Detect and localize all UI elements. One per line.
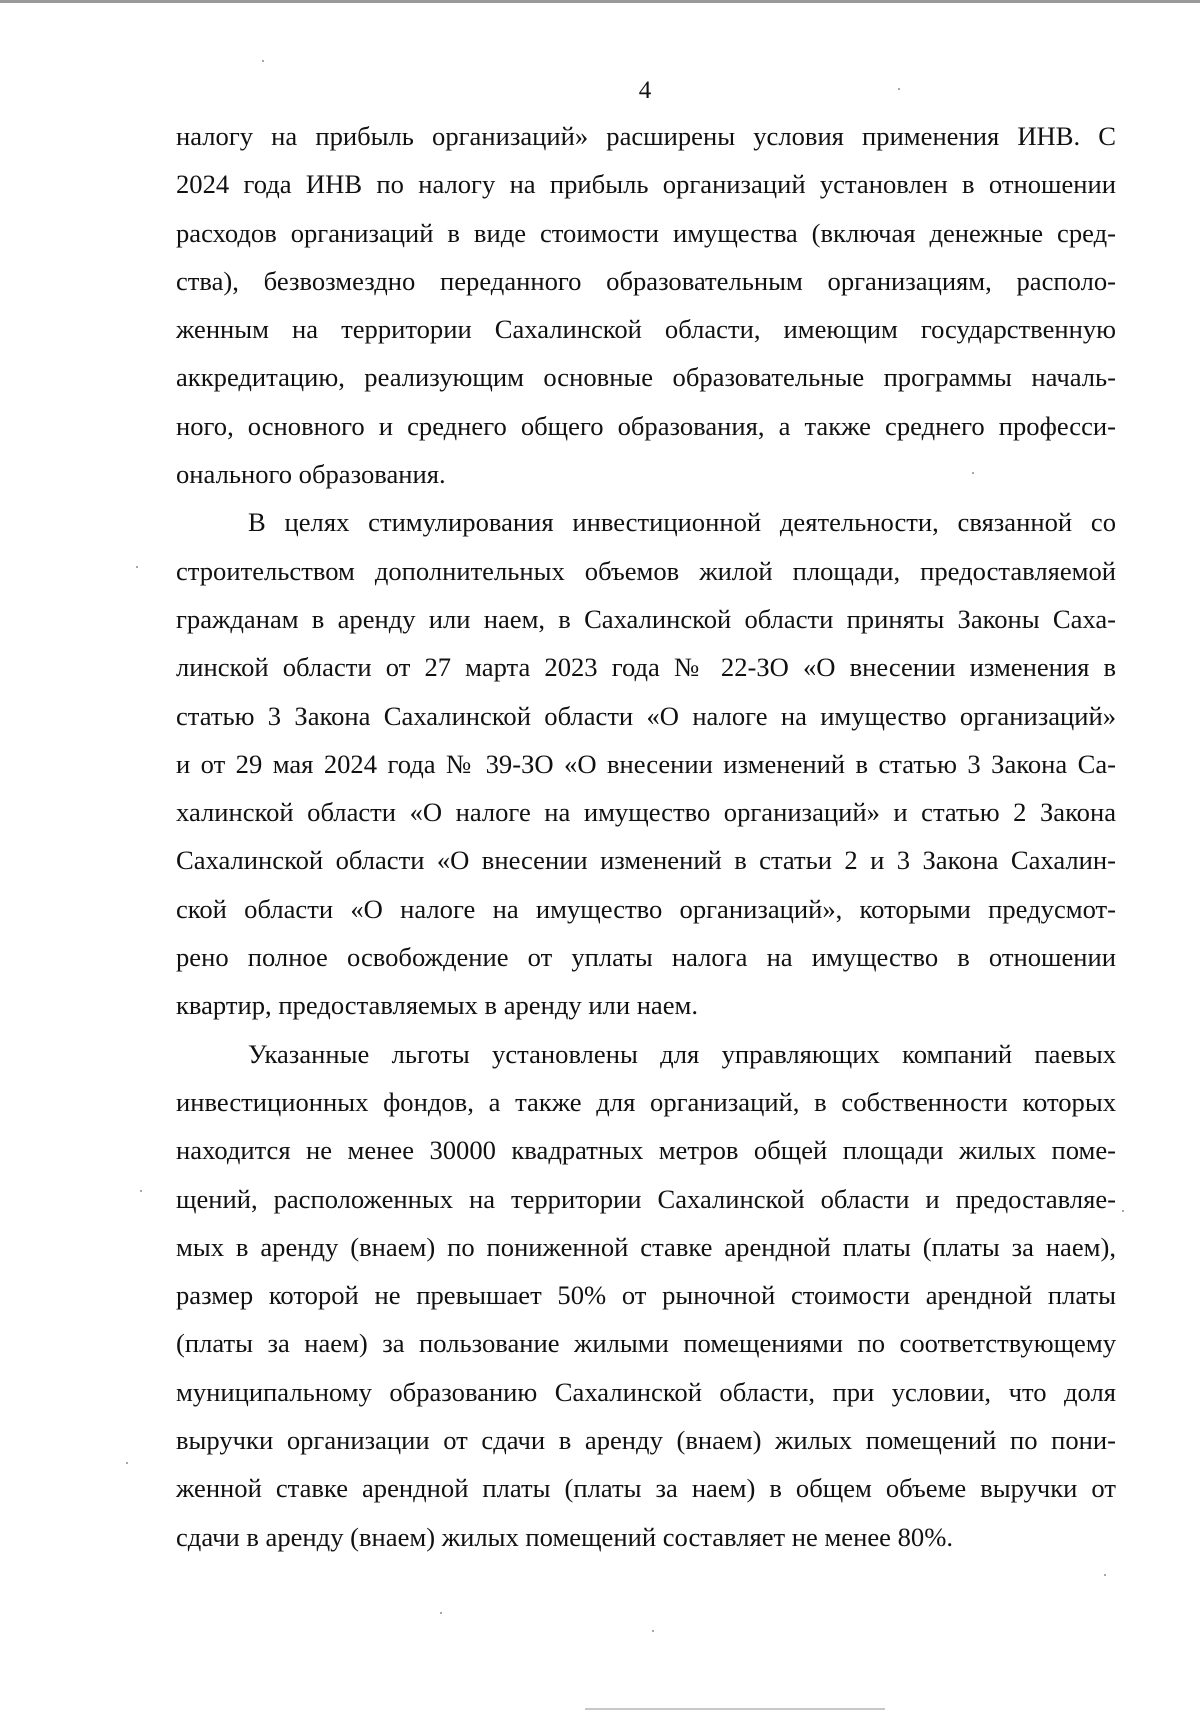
scan-speck [440,1612,442,1614]
text-line: размер которой не превышает 50% от рыночной стоимости арендной платы [176,1280,1116,1311]
text-line: сдачи в аренду (внаем) жилых помещений составляет не менее 80%. [176,1521,953,1552]
scan-speck [1104,1574,1106,1576]
scan-edge-bottom [585,1708,885,1710]
text-line: Сахалинской области «О внесении изменений в статьи 2 и 3 Закона Сахалин- [176,845,1116,876]
text-line: (платы за наем) за пользование жилыми помещениями по соответствующему [176,1328,1116,1359]
text-line: В целях стимулирования инвестиционной деятельности, связанной со [248,507,1116,538]
text-line: ства), безвозмездно переданного образовательным организациям, располо- [176,265,1116,296]
scan-edge-top [0,0,1200,3]
scan-speck [140,1190,142,1192]
text-line: рено полное освобождение от уплаты налога на имущество в отношении [176,942,1116,973]
text-line: аккредитацию, реализующим основные образовательные программы началь- [176,362,1116,393]
text-line: статью 3 Закона Сахалинской области «О налоге на имущество организаций» [176,700,1116,731]
paragraph-1 [176,112,1116,498]
text-line: женной ставке арендной платы (платы за наем) в общем объеме выручки от [176,1473,1116,1504]
text-line: квартир, предоставляемых в аренду или наем. [176,990,699,1021]
text-line: ного, основного и среднего общего образования, а также среднего професси- [176,410,1116,441]
text-line: женным на территории Сахалинской области, имеющим государственную [176,314,1116,345]
text-line: расходов организаций в виде стоимости имущества (включая денежные сред- [176,217,1116,248]
text-line: мых в аренду (внаем) по пониженной ставке арендной платы (платы за наем), [176,1231,1116,1262]
page-number: 4 [638,77,652,104]
text-line: гражданам в аренду или наем, в Сахалинской области приняты Законы Саха- [176,603,1116,634]
scan-speck [262,60,264,62]
scan-speck [898,88,900,90]
text-line: онального образования. [176,459,446,490]
document-body [176,112,1116,1561]
scan-speck [1122,1210,1124,1212]
scan-speck [126,1462,128,1464]
text-line: Указанные льготы установлены для управляющих компаний паевых [248,1038,1116,1069]
text-line: и от 29 мая 2024 года № 39-ЗО «О внесении изменений в статью 3 Закона Са- [176,748,1116,779]
paragraph-3 [176,1030,1116,1561]
text-line: щений, расположенных на территории Сахалинской области и предоставляе- [176,1183,1116,1214]
text-line: ской области «О налоге на имущество организаций», которыми предусмот- [176,893,1116,924]
text-line: муниципальному образованию Сахалинской области, при условии, что доля [176,1376,1116,1407]
text-line: линской области от 27 марта 2023 года № 22-ЗО «О внесении изменения в [176,652,1116,683]
text-line: инвестиционных фондов, а также для организаций, в собственности которых [176,1086,1116,1117]
text-line: халинской области «О налоге на имущество организаций» и статью 2 Закона [176,797,1116,828]
scan-speck [136,566,138,568]
text-line: находится не менее 30000 квадратных метров общей площади жилых поме- [176,1135,1116,1166]
text-line: выручки организации от сдачи в аренду (внаем) жилых помещений по пони- [176,1425,1116,1456]
scan-speck [652,1630,654,1632]
text-line: строительством дополнительных объемов жилой площади, предоставляемой [176,555,1116,586]
paragraph-2 [176,498,1116,1029]
scan-speck [972,472,974,474]
text-line: 2024 года ИНВ по налогу на прибыль организаций установлен в отношении [176,169,1116,200]
text-line: налогу на прибыль организаций» расширены условия применения ИНВ. С [176,121,1116,151]
